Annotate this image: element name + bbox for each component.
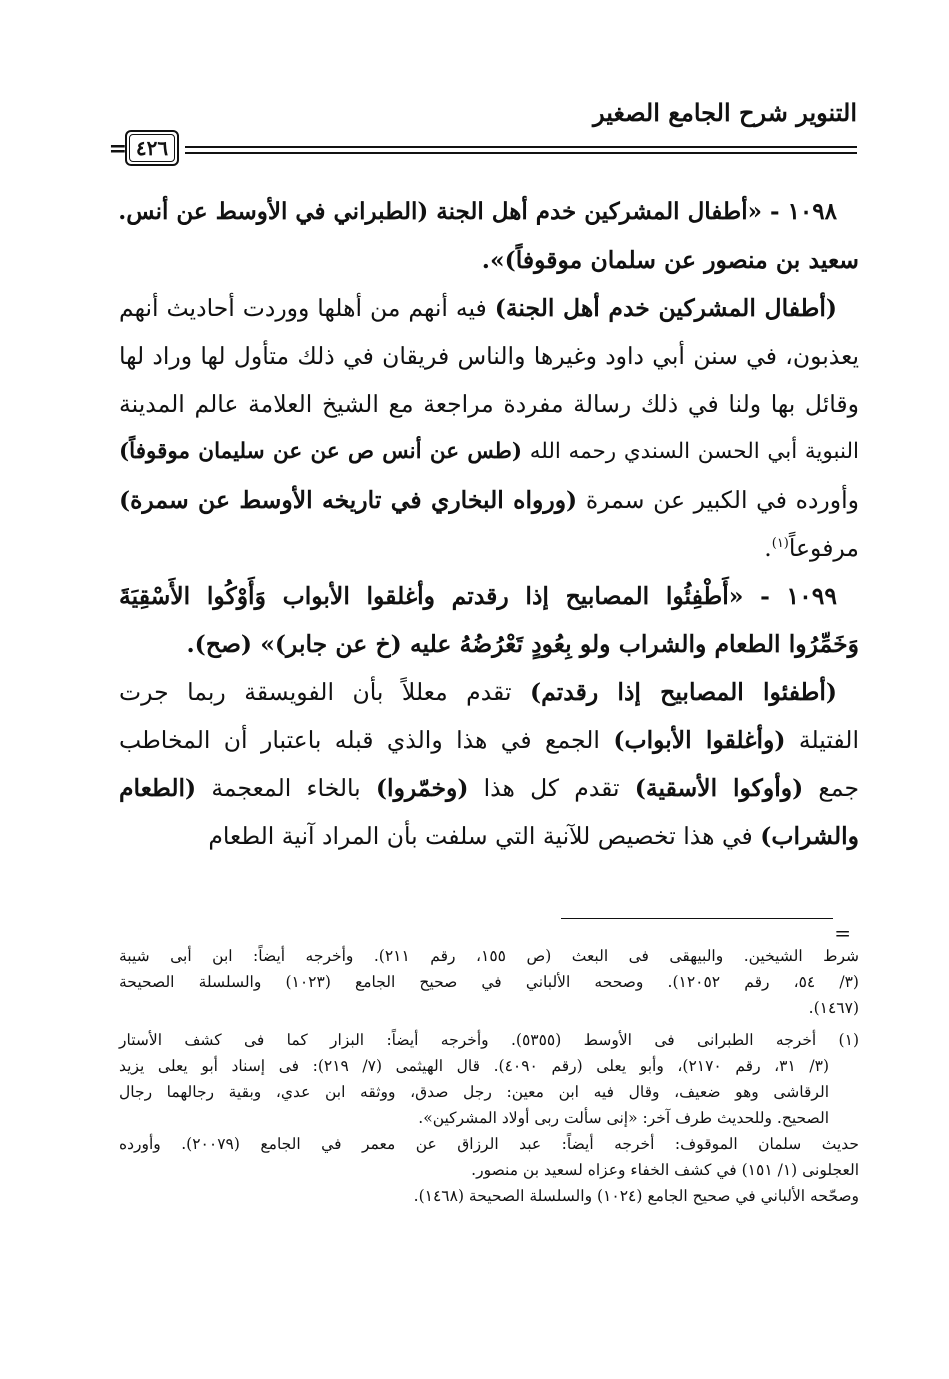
text-line bbox=[119, 236, 859, 284]
text-line bbox=[119, 380, 859, 428]
bold-segment: ١٠٩٩ - «أَطْفِئُوا المصابيح إذا رقدتم وأغلقوا الأبواب وَأَوْكُوا الأَسْقِيَةَ bbox=[119, 582, 837, 610]
text-segment: النبوية أبي الحسن السندي رحمه الله bbox=[522, 439, 859, 464]
footnote-line: الرقاشى وهو ضعيف، وقال فيه ابن معين: رجل صدق، ووثقه ابن عدي، وبقية رجالهما رجال bbox=[119, 1083, 829, 1101]
bold-segment: سعيد بن منصور عن سلمان موقوفاً)». bbox=[481, 246, 859, 274]
bold-segment: (طس عن أنس ص عن عن سليمان موقوفاً) bbox=[119, 439, 523, 464]
footnote-line: العجلونى (١/ ١٥١) في كشف الخفاء وعزاه لسعيد بن منصور. bbox=[471, 1161, 859, 1179]
footnote-line: (٣/ ٥٤، رقم ١٢٠٥٢). وصححه الألباني في صحيح الجامع (١٠٢٣) والسلسلة الصحيحة bbox=[119, 973, 859, 991]
page-number bbox=[125, 130, 179, 166]
header-rule-top bbox=[185, 146, 857, 148]
footnote-line: (١) أخرجه الطبرانى فى الأوسط (٥٣٥٥). وأخرجه أيضاً: البزار كما فى كشف الأستار bbox=[119, 1031, 859, 1049]
footnote-separator bbox=[561, 918, 833, 919]
text-line bbox=[119, 428, 859, 476]
running-title: التنوير شرح الجامع الصغير bbox=[593, 98, 857, 127]
text-segment: في هذا تخصيص للآنية التي سلفت بأن المراد آنية الطعام bbox=[208, 822, 761, 850]
header-rule-bottom bbox=[185, 152, 857, 154]
footnote-line: الصحيح. وللحديث طرف آخر: «إنى سألت ربى أولاد المشركين». bbox=[418, 1109, 829, 1127]
text-line bbox=[119, 812, 859, 860]
bold-segment: وَخَمِّرُوا الطعام والشراب ولو بِعُودٍ تَعْرُضُهُ عليه (خ عن جابر)» (صح). bbox=[186, 630, 859, 658]
bold-segment: (وخمّروا) bbox=[375, 774, 469, 802]
footnote-line: حديث سلمان الموقوف: أخرجه أيضاً: عبد الرزاق عن معمر في الجامع (٢٠٠٧٩). وأورده bbox=[119, 1135, 859, 1153]
header-edge-mark: = bbox=[108, 136, 127, 162]
page-number-text: ٤٢٦ bbox=[135, 136, 169, 160]
text-segment: الجمع في هذا والذي قبله باعتبار أن المخاطب bbox=[119, 726, 614, 754]
bold-segment: (ورواه البخاري في تاريخه الأوسط عن سمرة) bbox=[119, 486, 578, 514]
footnotes bbox=[119, 943, 859, 1209]
text-line bbox=[119, 524, 859, 572]
text-segment: فيه أنهم من أهلها ووردت أحاديث أنهم bbox=[119, 294, 495, 322]
bold-segment: (أطفال المشركين خدم أهل الجنة) bbox=[494, 294, 837, 322]
text-segment: تقدم كل هذا bbox=[468, 774, 635, 802]
footnote-line: (١٤٦٧). bbox=[808, 999, 859, 1017]
bold-segment: ١٠٩٨ - «أطفال المشركين خدم أهل الجنة (الطبراني في الأوسط عن أنس. bbox=[118, 198, 837, 225]
text-segment: جمع bbox=[803, 774, 860, 802]
text-line bbox=[119, 476, 859, 524]
bold-segment: (أطفئوا المصابيح إذا رقدتم) bbox=[530, 678, 838, 706]
main-text bbox=[119, 188, 859, 860]
footnote-line: وصحّحه الألباني في صحيح الجامع (١٠٢٤) والسلسلة الصحيحة (١٤٦٨). bbox=[413, 1187, 859, 1205]
text-segment: بالخاء المعجمة bbox=[196, 774, 376, 802]
text-line bbox=[119, 716, 859, 764]
bold-segment: (وأغلقوا الأبواب) bbox=[613, 726, 786, 754]
footnote-edge-mark: = bbox=[834, 921, 851, 945]
text-line bbox=[119, 332, 859, 380]
text-segment: مرفوعاً bbox=[788, 534, 859, 562]
text-line bbox=[119, 668, 859, 716]
text-line bbox=[119, 188, 859, 236]
text-line bbox=[119, 284, 859, 332]
footnote-ref: (١) bbox=[771, 536, 789, 552]
bold-segment: (الطعام bbox=[119, 774, 197, 802]
text-segment: وأورده في الكبير عن سمرة bbox=[577, 486, 859, 514]
bold-segment: والشراب) bbox=[760, 822, 859, 850]
bold-segment: (وأوكوا الأسقية) bbox=[634, 774, 804, 802]
text-line bbox=[119, 764, 859, 812]
footnote-line: (٣/ ٣١، رقم ٢١٧٠)، وأبو يعلى (رقم ٤٠٩٠). قال الهيثمى (٧/ ٢١٩): فى إسناد أبو يعلى يزيد bbox=[119, 1057, 829, 1075]
text-segment: تقدم معللاً بأن الفويسقة ربما جرت bbox=[119, 678, 530, 706]
text-segment: يعذبون، في سنن أبي داود وغيرها والناس فريقان في ذلك متأول لها وراد لها bbox=[119, 342, 859, 370]
text-line bbox=[119, 620, 859, 668]
footnote-line: شرط الشيخين. والبيهقى فى البعث (ص ١٥٥، رقم ٢١١). وأخرجه أيضاً: ابن أبى شيبة bbox=[119, 947, 859, 965]
text-line bbox=[119, 572, 859, 620]
text-segment: الفتيلة bbox=[785, 726, 859, 754]
text-segment: . bbox=[764, 534, 772, 562]
text-segment: وقائل بها ولنا في ذلك رسالة مفردة مراجعة مع الشيخ العلامة عالم المدينة bbox=[119, 390, 859, 418]
